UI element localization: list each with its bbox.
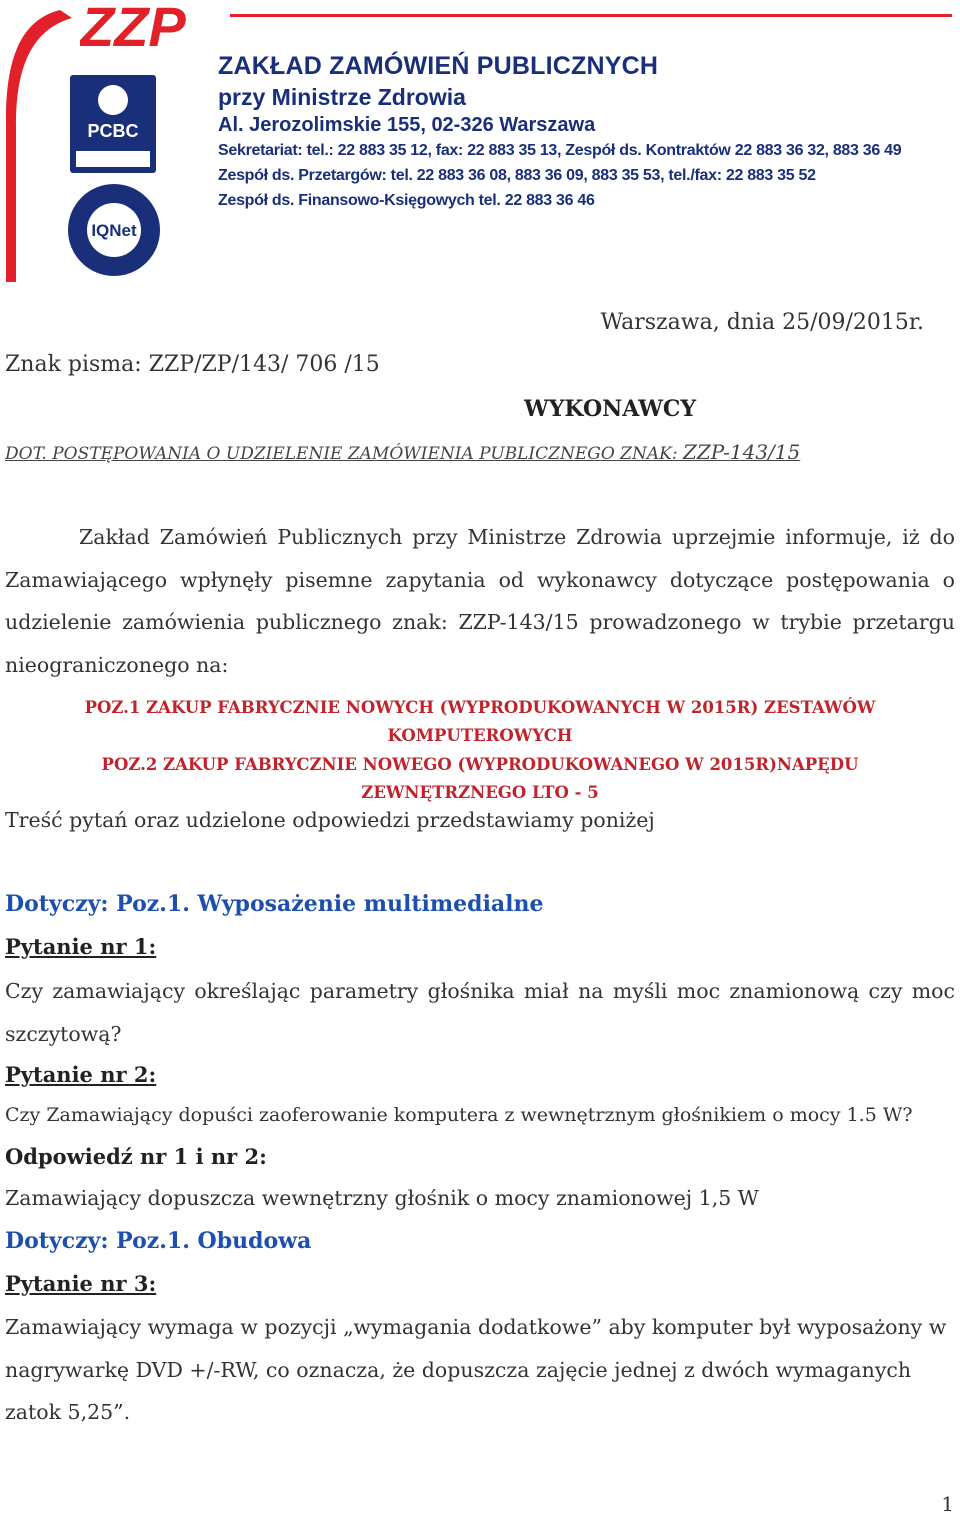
pcbc-cert-badge <box>70 75 156 173</box>
intro-paragraph: Zakład Zamówień Publicznych przy Ministrze Zdrowia uprzejmie informuje, iż do Zamawiającego wpłynęły pisemne zapytania od wykonawcy dotyczące postępowania o udzielenie zamówienia publicznego znak: ZZP-143/15 prowadzonego w trybie przetargu nieograniczonego na: <box>5 525 955 677</box>
item-2-line-2: ZEWNĘTRZNEGO LTO - 5 <box>361 783 599 802</box>
item-2-line-1: POZ.2 ZAKUP FABRYCZNIE NOWEGO (WYPRODUKOWANEGO W 2015R)NAPĘDU <box>101 755 859 774</box>
question-3-label: Pytanie nr 3: <box>5 1271 157 1296</box>
subject-code: ZZP-143/15 <box>682 440 801 464</box>
iqnet-cert-seal <box>66 182 162 278</box>
question-2-label: Pytanie nr 2: <box>5 1062 157 1087</box>
item-1-line-1: POZ.1 ZAKUP FABRYCZNIE NOWYCH (WYPRODUKOWANYCH W 2015R) ZESTAWÓW <box>84 698 876 717</box>
pcbc-label: PCBC <box>87 121 139 141</box>
phone-line-3: Zespół ds. Finansowo-Księgowych tel. 22 883 36 46 <box>218 192 595 209</box>
page-number: 1 <box>941 1492 954 1516</box>
org-name: ZAKŁAD ZAMÓWIEŃ PUBLICZNYCH <box>218 52 659 80</box>
answer-1-2-text: Zamawiający dopuszcza wewnętrzny głośnik o mocy znamionowej 1,5 W <box>5 1186 759 1210</box>
letter-date: Warszawa, dnia 25/09/2015r. <box>600 310 924 335</box>
subject-prefix: DOT. POSTĘPOWANIA O UDZIELENIE ZAMÓWIENIA PUBLICZNEGO ZNAK: <box>5 444 683 464</box>
polish-eagle-icon <box>98 85 128 115</box>
section-heading-2: Dotyczy: Poz.1. Obudowa <box>5 1228 312 1254</box>
lead-text: Treść pytań oraz udzielone odpowiedzi przedstawiamy poniżej <box>5 808 655 832</box>
item-1-line-2: KOMPUTEROWYCH <box>387 726 573 745</box>
iqnet-label: IQNet <box>91 221 137 240</box>
subject-line <box>5 440 800 464</box>
phone-line-2: Zespół ds. Przetargów: tel. 22 883 36 08, 883 36 09, 883 35 53, tel./fax: 22 883 35 52 <box>218 167 816 184</box>
reference-number: Znak pisma: ZZP/ZP/143/ 706 /15 <box>5 352 380 377</box>
org-address: Al. Jerozolimskie 155, 02-326 Warszawa <box>218 114 596 136</box>
recipient: WYKONAWCY <box>524 396 697 422</box>
question-1-text: Czy zamawiający określając parametry głośnika miał na myśli moc znamionową czy moc szczytową? <box>5 979 955 1046</box>
answer-1-2-label: Odpowiedź nr 1 i nr 2: <box>5 1144 267 1169</box>
section-heading-1: Dotyczy: Poz.1. Wyposażenie multimedialne <box>5 891 544 917</box>
zzp-logo <box>80 0 220 60</box>
phone-line-1: Sekretariat: tel.: 22 883 35 12, fax: 22 883 35 13, Zespół ds. Kontraktów 22 883 36 32, 883 36 49 <box>218 142 902 159</box>
question-3-text: Zamawiający wymaga w pozycji „wymagania dodatkowe” aby komputer był wyposażony w nagrywarkę DVD +/-RW, co oznacza, że dopuszcza zajęcie jednej z dwóch wymaganych zatok 5,25”. <box>5 1315 947 1425</box>
question-1-label: Pytanie nr 1: <box>5 934 157 959</box>
org-subtitle: przy Ministrze Zdrowia <box>218 84 466 110</box>
logo-wordmark: ZZP <box>80 0 186 58</box>
question-2-text: Czy Zamawiający dopuści zaoferowanie komputera z wewnętrznym głośnikiem o mocy 1.5 W? <box>5 1104 913 1126</box>
